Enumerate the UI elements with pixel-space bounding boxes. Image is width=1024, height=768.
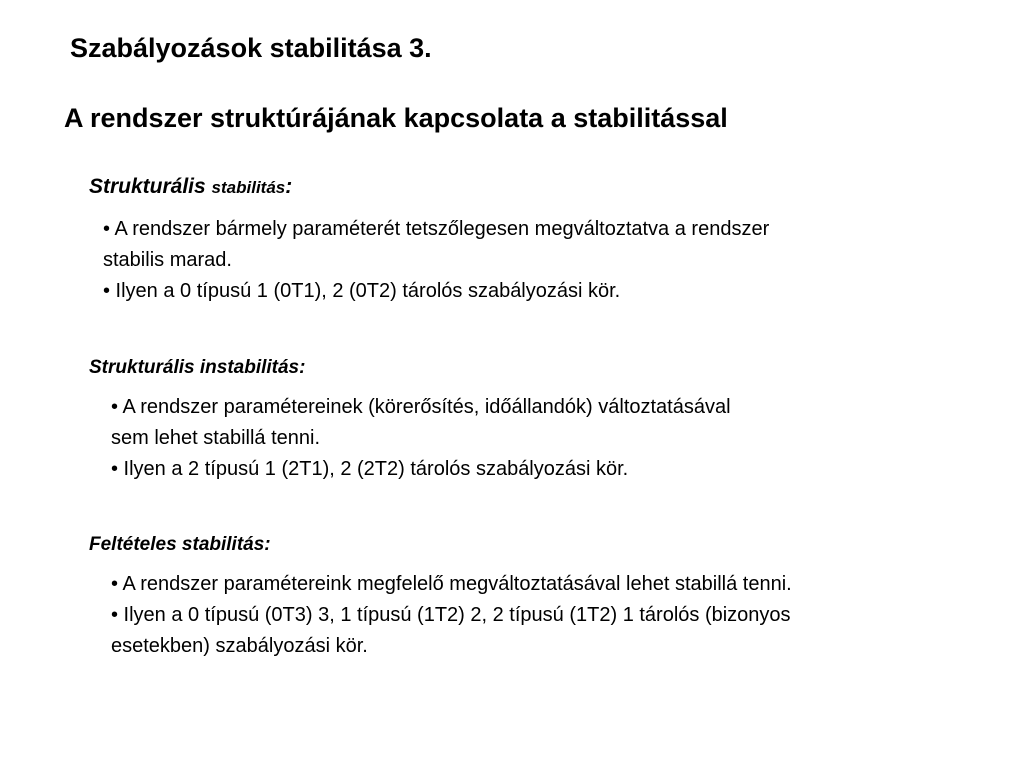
- slide-subtitle: A rendszer struktúrájának kapcsolata a stabilitással: [64, 103, 728, 133]
- heading-text-part: :: [285, 175, 293, 198]
- heading-text-part: stabilitás: [211, 178, 286, 197]
- section-heading-structural-instability: Strukturális instabilitás:: [89, 357, 306, 378]
- bullet-line: • Ilyen a 0 típusú (0T3) 3, 1 típusú (1T2) 2, 2 típusú (1T2) 1 tárolós (bizonyos: [111, 604, 791, 626]
- bullet-line: stabilis marad.: [103, 249, 232, 271]
- bullet-line: • A rendszer paramétereinek (körerősítés, időállandók) változtatásával: [111, 396, 731, 418]
- bullet-line: • A rendszer paramétereink megfelelő megváltoztatásával lehet stabillá tenni.: [111, 573, 792, 595]
- bullet-line: sem lehet stabillá tenni.: [111, 427, 321, 449]
- bullet-list-structural-stability: [103, 214, 769, 307]
- bullet-line: • Ilyen a 2 típusú 1 (2T1), 2 (2T2) tárolós szabályozási kör.: [111, 458, 629, 480]
- bullet-line: • Ilyen a 0 típusú 1 (0T1), 2 (0T2) tárolós szabályozási kör.: [103, 280, 621, 302]
- heading-text-part: Strukturális: [89, 175, 212, 198]
- bullet-list-structural-instability: [111, 392, 731, 485]
- section-heading-structural-stability: [89, 170, 292, 205]
- slide-title: Szabályozások stabilitása 3.: [70, 33, 432, 63]
- section-heading-conditional-stability: Feltételes stabilitás:: [89, 534, 271, 555]
- bullet-line: esetekben) szabályozási kör.: [111, 635, 368, 657]
- bullet-list-conditional-stability: [111, 569, 792, 662]
- bullet-line: • A rendszer bármely paraméterét tetszőlegesen megváltoztatva a rendszer: [103, 218, 770, 240]
